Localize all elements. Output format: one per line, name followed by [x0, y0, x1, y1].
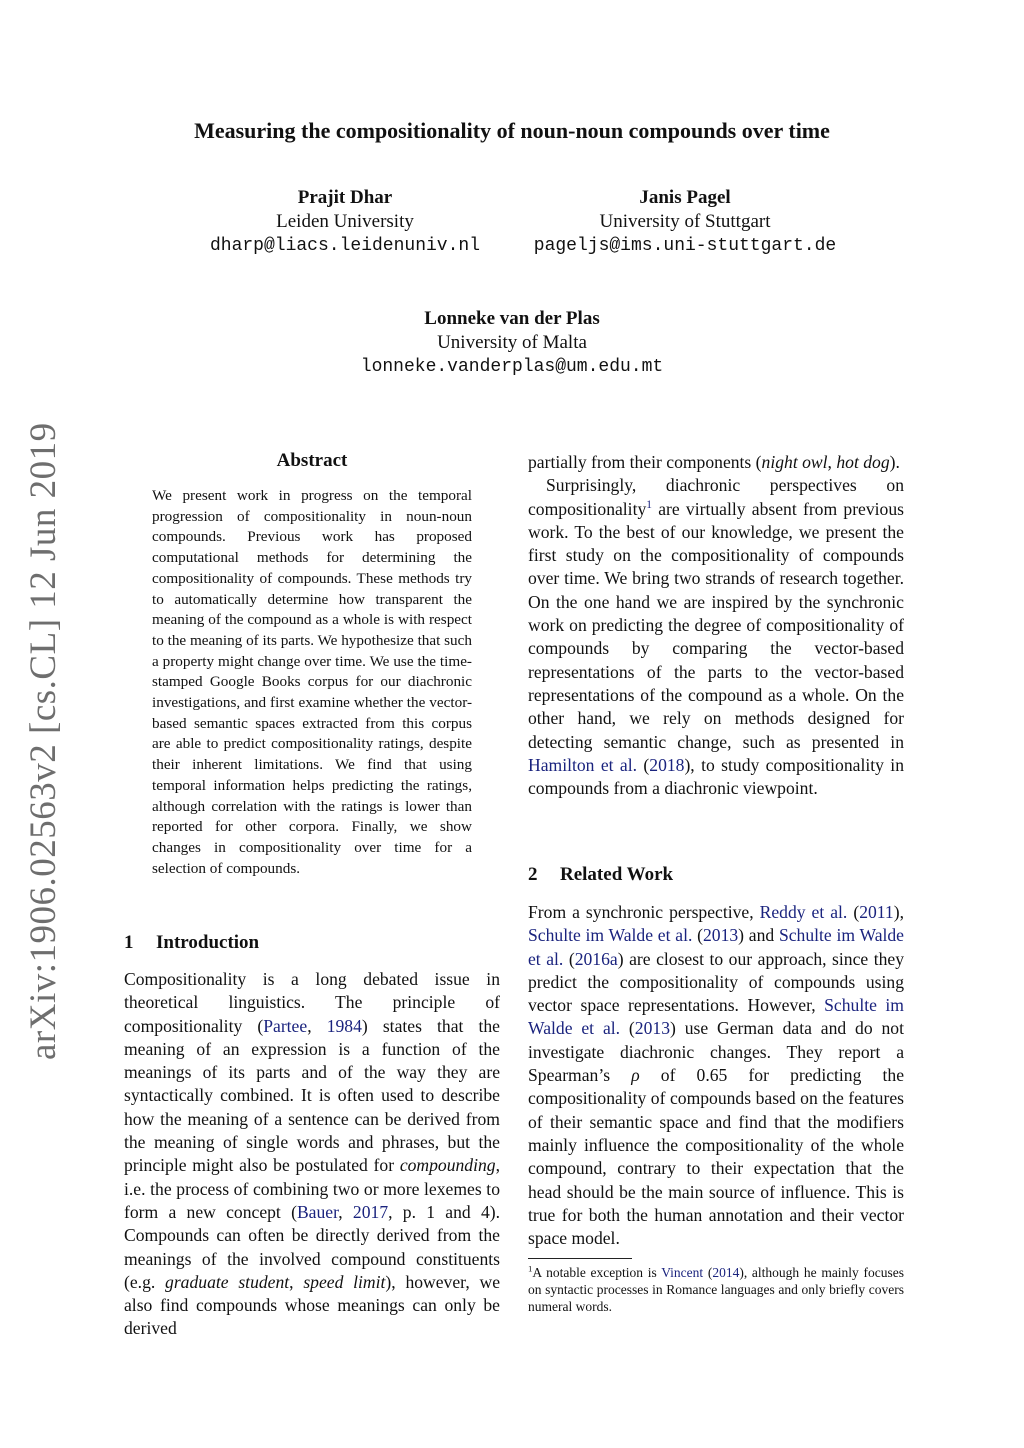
author-email[interactable]: pageljs@ims.uni-stuttgart.de	[533, 236, 837, 256]
section-heading-introduction	[124, 932, 500, 954]
citation-link[interactable]: Partee	[263, 1015, 308, 1036]
author-affiliation: University of Malta	[437, 332, 587, 353]
author-affiliation: University of Stuttgart	[599, 211, 771, 232]
paragraph: From a synchronic perspective, Reddy et al. (2011), Schulte im Walde et al. (2013) and Schulte im Walde et al. (2016a) are closest to our approach, since they predict the compositionality of compounds using vector space representations. However, Schulte im Walde et al. (2013) use German data and do not investigate diachronic changes. They report a Spearman’s ρ of 0.65 for predicting the compositionality of compounds based on the features of their semantic space and find that the modifiers mainly influence the compositionality of the whole compound, contrary to their expectation that the head should be the main source of influence. This is true for both the human annotation and their vector space model.	[528, 902, 904, 1249]
citation-year-link[interactable]: 2016a	[574, 948, 618, 969]
footnote-marker-link[interactable]: 1	[646, 498, 652, 511]
section-number: 1	[124, 932, 134, 953]
citation-link[interactable]: Hamilton et al.	[528, 754, 638, 775]
section-heading-related-work	[528, 864, 904, 886]
author-block-dhar	[195, 186, 495, 258]
introduction-body	[124, 968, 500, 1341]
citation-link[interactable]: Schulte im Walde et al.	[528, 925, 693, 946]
citation-year-link[interactable]: 2013	[702, 925, 739, 946]
citation-year-link[interactable]: 2014	[712, 1265, 740, 1280]
citation-year-link[interactable]: 2017	[352, 1201, 389, 1222]
citation-link[interactable]: Bauer	[296, 1201, 339, 1222]
footnote-divider	[528, 1258, 632, 1259]
section-title: Related Work	[560, 864, 674, 885]
citation-year-link[interactable]: 2011	[859, 902, 894, 922]
citation-link[interactable]: Vincent	[661, 1265, 704, 1280]
section-title: Introduction	[156, 932, 260, 953]
citation-link[interactable]: Reddy et al.	[759, 902, 848, 922]
author-block-vanderplas	[312, 307, 712, 379]
author-affiliation: Leiden University	[276, 211, 414, 232]
introduction-continued	[528, 451, 904, 800]
author-email[interactable]: lonneke.vanderplas@um.edu.mt	[360, 357, 664, 377]
footnote-mark: 1	[528, 1263, 533, 1274]
author-email[interactable]: dharp@liacs.leidenuniv.nl	[209, 236, 481, 256]
paper-title: Measuring the compositionality of noun-noun compounds over time	[194, 118, 830, 143]
citation-link[interactable]: Schulte im Walde et al.	[528, 995, 904, 1039]
citation-year-link[interactable]: 1984	[326, 1015, 362, 1036]
section-number: 2	[528, 864, 538, 885]
footnote: $^1$A notable exception is Vincent (2014), although he mainly focuses on syntactic processes in Romance languages and only briefly covers numeral words.	[528, 1263, 905, 1315]
paragraph: Compositionality is a long debated issue in theoretical linguistics. The principle of compositionality (Partee, 1984) states that the meaning of an expression is a function of the meanings of its parts and of the way they are syntactically combined. It is often used to describe how the meaning of a sentence can be derived from the meaning of single words and phrases, but the principle might also be postulated for compounding, i.e. the process of combining two or more lexemes to form a new concept (Bauer, 2017, p. 1 and 4). Compounds can often be directly derived from the meanings of the involved compound constituents (e.g. graduate student, speed limit), however, we also find compounds whose meanings can only be derived	[124, 969, 501, 1339]
citation-year-link[interactable]: 2018	[649, 754, 685, 775]
related-work-body	[528, 901, 904, 1250]
author-name: Janis Pagel	[639, 187, 731, 208]
paragraph: partially from their components (night owl, hot dog).	[528, 452, 900, 472]
citation-year-link[interactable]: 2013	[634, 1018, 670, 1039]
abstract-heading: Abstract	[276, 450, 348, 471]
paragraph: Surprisingly, diachronic perspectives on compositionality$^1$ are virtually absent from previous work. To the best of our knowledge, we present the first study on the compositionality of compounds over time. We bring two strands of research together. On the one hand we are inspired by the synchronic work on predicting the degree of compositionality of compounds by comparing the vector-based representations of the parts to the vector-based representations of the compound as a whole. On the other hand, we rely on methods designed for detecting semantic change, such as presented in Hamilton et al. (2018), to study compositionality in compounds from a diachronic viewpoint.	[528, 475, 904, 799]
author-name: Prajit Dhar	[297, 187, 393, 208]
author-block-pagel	[505, 186, 865, 258]
author-name: Lonneke van der Plas	[424, 308, 600, 329]
citation-link[interactable]: Schulte im Walde et al.	[528, 925, 904, 969]
abstract-text: We present work in progress on the temporal progression of compositionality in noun-noun compounds. Previous work has proposed computational methods for determining the compositionality of compounds. These methods try to automatically determine how transparent the meaning of the compound as a whole is with respect to the meaning of its parts. We hypothesize that such a property might change over time. We use the time-stamped Google Books corpus for our diachronic investigations, and first examine whether the vector-based semantic spaces extracted from this corpus are able to predict compositionality ratings, despite their inherent limitations. We find that using temporal information helps predicting the ratings, although correlation with the ratings is lower than reported for other corpora. Finally, we show changes in compositionality over time for a selection of compounds.	[152, 487, 472, 877]
arxiv-identifier: arXiv:1906.02563v2 [cs.CL] 12 Jun 2019	[23, 422, 64, 1060]
